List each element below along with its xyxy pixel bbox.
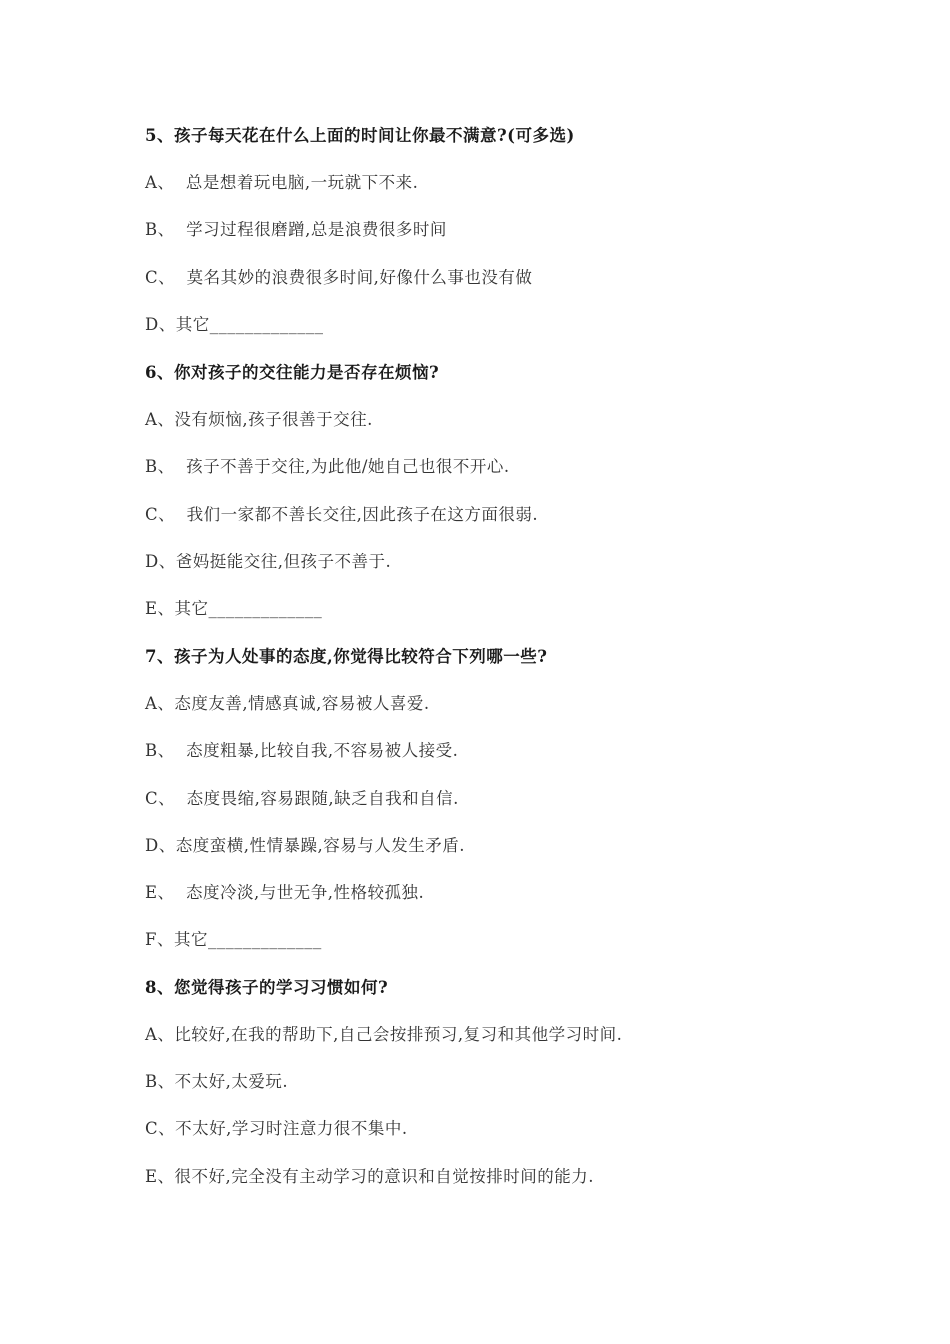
- question-6-option-b: B、 孩子不善于交往,为此他/她自己也很不开心.: [145, 457, 510, 476]
- question-5-title: 5、孩子每天花在什么上面的时间让你最不满意?(可多选): [145, 126, 575, 145]
- question-6-title: 6、你对孩子的交往能力是否存在烦恼?: [145, 363, 440, 382]
- question-7-option-b: B、 态度粗暴,比较自我,不容易被人接受.: [145, 741, 459, 760]
- question-8-option-b: B、不太好,太爱玩.: [145, 1072, 289, 1091]
- question-5-option-c: C、 莫名其妙的浪费很多时间,好像什么事也没有做: [145, 268, 533, 287]
- question-7-option-a: A、态度友善,情感真诚,容易被人喜爱.: [145, 694, 430, 713]
- question-5-option-d: D、其它_____________: [145, 315, 324, 334]
- question-7-option-f: F、其它_____________: [145, 930, 322, 949]
- question-6-option-d: D、爸妈挺能交往,但孩子不善于.: [145, 552, 392, 571]
- question-7-option-e: E、 态度冷淡,与世无争,性格较孤独.: [145, 883, 425, 902]
- question-8-option-c: C、不太好,学习时注意力很不集中.: [145, 1119, 408, 1138]
- question-8-option-a: A、比较好,在我的帮助下,自己会按排预习,复习和其他学习时间.: [145, 1025, 623, 1044]
- question-6-option-c: C、 我们一家都不善长交往,因此孩子在这方面很弱.: [145, 505, 539, 524]
- question-8-option-e: E、很不好,完全没有主动学习的意识和自觉按排时间的能力.: [145, 1167, 595, 1186]
- question-8-title: 8、您觉得孩子的学习习惯如何?: [145, 978, 389, 997]
- question-7-title: 7、孩子为人处事的态度,你觉得比较符合下列哪一些?: [145, 647, 548, 666]
- question-7-option-d: D、态度蛮横,性情暴躁,容易与人发生矛盾.: [145, 836, 465, 855]
- question-5-option-a: A、 总是想着玩电脑,一玩就下不来.: [145, 173, 419, 192]
- question-5-option-b: B、 学习过程很磨蹭,总是浪费很多时间: [145, 220, 447, 239]
- question-6-option-a: A、没有烦恼,孩子很善于交往.: [145, 410, 373, 429]
- question-6-option-e: E、其它_____________: [145, 599, 323, 618]
- question-7-option-c: C、 态度畏缩,容易跟随,缺乏自我和自信.: [145, 789, 459, 808]
